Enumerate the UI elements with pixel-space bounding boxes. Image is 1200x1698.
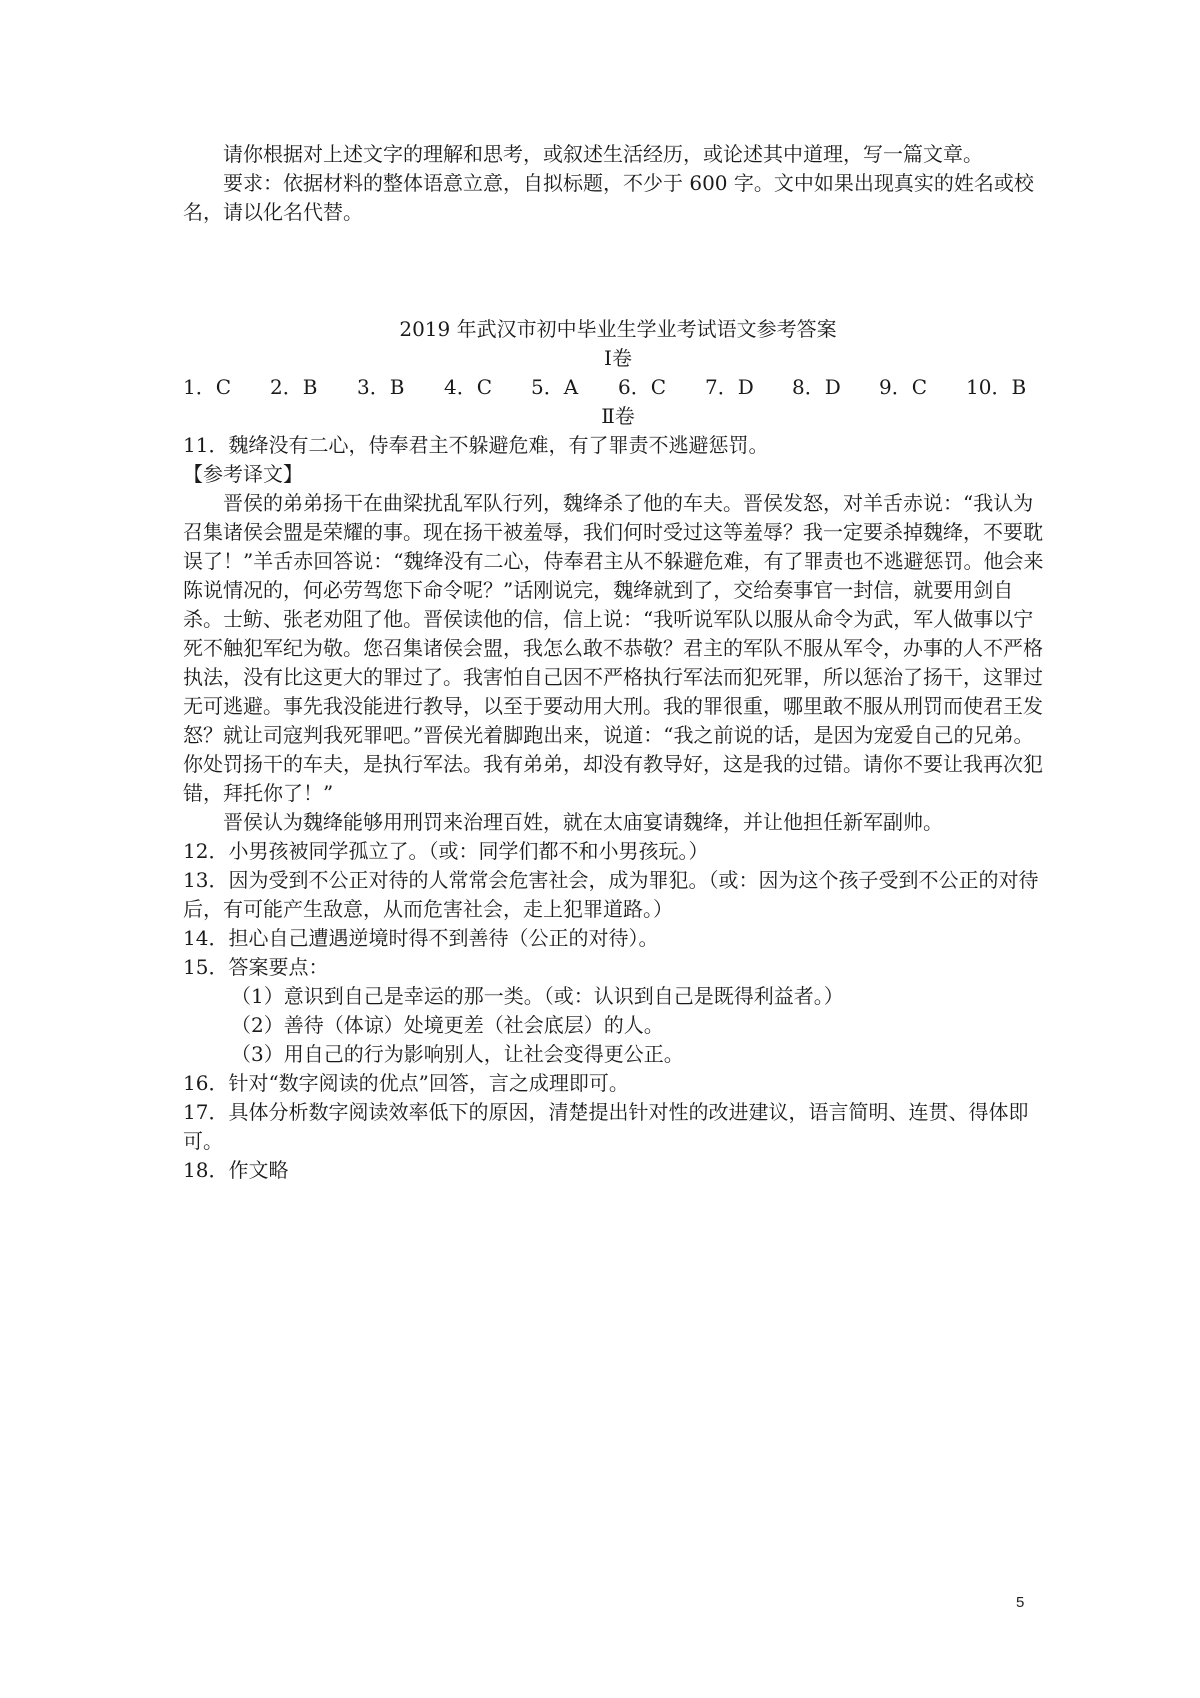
mcq-answers bbox=[183, 373, 1053, 402]
answer-16: 16．针对“数字阅读的优点”回答，言之成理即可。 bbox=[183, 1071, 629, 1095]
answer-13: 13．因为受到不公正对待的人常常会危害社会，成为罪犯。（或：因为这个孩子受到不公正的对待后，有可能产生敌意，从而危害社会，走上犯罪道路。） bbox=[183, 868, 1039, 921]
document-body bbox=[183, 140, 1053, 1185]
answer-17: 17．具体分析数字阅读效率低下的原因，清楚提出针对性的改进建议，语言简明、连贯、得体即可。 bbox=[183, 1100, 1029, 1153]
mcq-answer: 8．D bbox=[792, 375, 841, 399]
answer-18: 18．作文略 bbox=[183, 1158, 289, 1182]
essay-requirement: 要求：依据材料的整体语意立意，自拟标题，不少于 600 字。文中如果出现真实的姓名或校名，请以化名代替。 bbox=[183, 171, 1034, 224]
answer-12: 12．小男孩被同学孤立了。（或：同学们都不和小男孩玩。） bbox=[183, 839, 709, 863]
translation-paragraph: 晋侯的弟弟扬干在曲梁扰乱军队行列，魏绛杀了他的车夫。晋侯发怒，对羊舌赤说：“我认为召集诸侯会盟是荣耀的事。现在扬干被羞辱，我们何时受过这等羞辱？我一定要杀掉魏绛，不要耽误了！”羊舌赤回答说：“魏绛没有二心，侍奉君主从不躲避危难，有了罪责也不逃避惩罚。他会来陈说情况的，何必劳驾您下命令呢？”话刚说完，魏绛就到了，交给奏事官一封信，就要用剑自杀。士鲂、张老劝阻了他。晋侯读他的信，信上说：“我听说军队以服从命令为武，军人做事以宁死不触犯军纪为敬。您召集诸侯会盟，我怎么敢不恭敬？君主的军队不服从军令，办事的人不严格执法，没有比这更大的罪过了。我害怕自己因不严格执行军法而犯死罪，所以惩治了扬干，这罪过无可逃避。事先我没能进行教导，以至于要动用大刑。我的罪很重，哪里敢不服从刑罚而使君王发怒？就让司寇判我死罪吧。”晋侯光着脚跑出来，说道：“我之前说的话，是因为宠爱自己的兄弟。你处罚扬干的车夫，是执行军法。我有弟弟，却没有教导好，这是我的过错。请你不要让我再次犯错，拜托你了！” bbox=[183, 491, 1044, 805]
section-gap bbox=[183, 227, 1053, 315]
mcq-answer: 5．A bbox=[531, 375, 579, 399]
answer-15-heading: 15．答案要点： bbox=[183, 955, 329, 979]
mcq-answer: 3．B bbox=[357, 375, 405, 399]
page-number: 5 bbox=[1016, 1594, 1025, 1611]
mcq-answer: 4．C bbox=[444, 375, 493, 399]
mcq-answer: 2．B bbox=[270, 375, 318, 399]
mcq-answer: 7．D bbox=[705, 375, 754, 399]
mcq-answer: 10．B bbox=[966, 375, 1027, 399]
translation-heading: 【参考译文】 bbox=[183, 462, 303, 486]
answer-title: 2019 年武汉市初中毕业生学业考试语文参考答案 bbox=[399, 317, 837, 341]
volume-two-heading: Ⅱ卷 bbox=[601, 404, 635, 428]
mcq-answer: 6．C bbox=[618, 375, 667, 399]
answer-14: 14．担心自己遭遇逆境时得不到善待（公正的对待）。 bbox=[183, 926, 659, 950]
essay-prompt-line: 请你根据对上述文字的理解和思考，或叙述生活经历，或论述其中道理，写一篇文章。 bbox=[223, 142, 983, 166]
mcq-answer: 9．C bbox=[879, 375, 928, 399]
translation-paragraph: 晋侯认为魏绛能够用刑罚来治理百姓，就在太庙宴请魏绛，并让他担任新军副帅。 bbox=[223, 810, 943, 834]
answer-15-point: （1）意识到自己是幸运的那一类。（或：认识到自己是既得利益者。） bbox=[231, 984, 844, 1008]
mcq-answer: 1．C bbox=[183, 375, 232, 399]
volume-one-heading: Ⅰ卷 bbox=[604, 346, 632, 370]
answer-11: 11．魏绛没有二心，侍奉君主不躲避危难，有了罪责不逃避惩罚。 bbox=[183, 433, 769, 457]
answer-15-point: （3）用自己的行为影响别人，让社会变得更公正。 bbox=[231, 1042, 684, 1066]
answer-15-point: （2）善待（体谅）处境更差（社会底层）的人。 bbox=[231, 1013, 664, 1037]
